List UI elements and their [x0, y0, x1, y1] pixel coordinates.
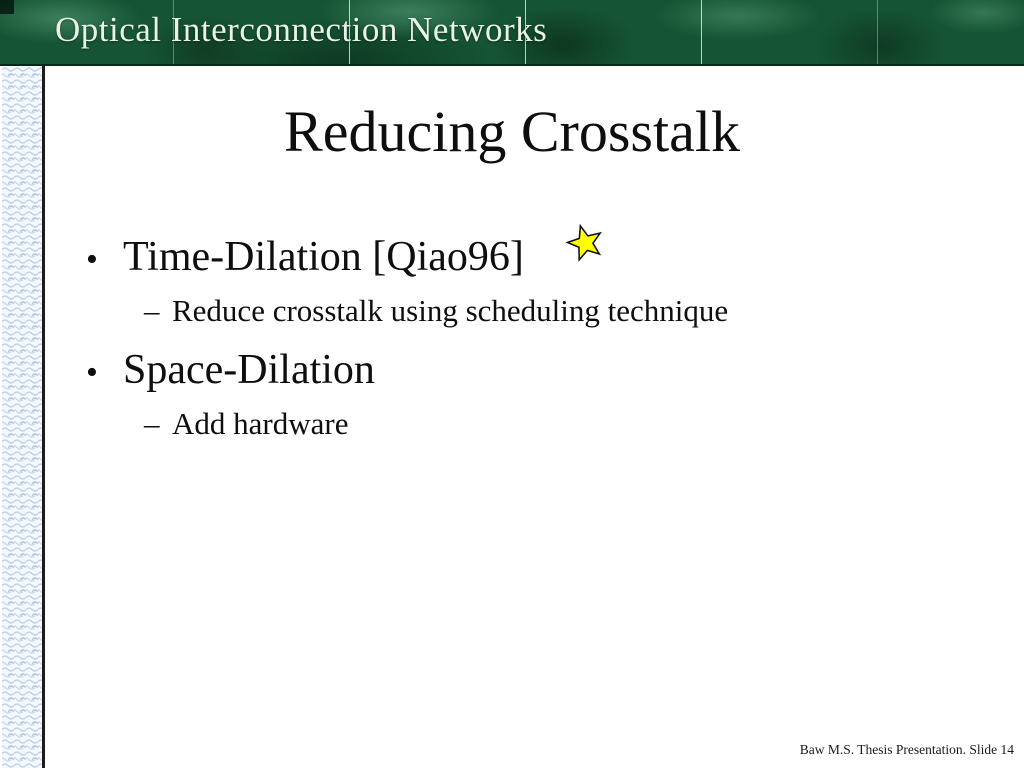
bullet-marker: •: [86, 241, 98, 278]
banner-tile-seam: [877, 0, 878, 64]
bullet-marker: •: [86, 354, 98, 391]
bullet-text: Space-Dilation: [123, 347, 375, 393]
sub-bullet-hardware: [144, 406, 348, 442]
dash-marker: –: [144, 293, 160, 328]
side-strip-border: [42, 66, 45, 768]
sub-bullet-scheduling: [144, 293, 728, 329]
bullet-item-space-dilation: [86, 346, 375, 394]
side-texture-strip: [2, 66, 43, 768]
banner-tile-seam: [701, 0, 702, 64]
sub-bullet-text: Add hardware: [172, 406, 349, 441]
star-icon: [561, 218, 608, 265]
bullet-text: Time-Dilation [Qiao96]: [123, 234, 524, 280]
sub-bullet-text: Reduce crosstalk using scheduling technique: [172, 293, 729, 328]
slide-footer: Baw M.S. Thesis Presentation. Slide 14: [799, 742, 1014, 757]
slide-header-banner: [0, 0, 1024, 66]
banner-corner-square: [0, 0, 14, 14]
dash-marker: –: [144, 406, 160, 441]
bullet-item-time-dilation: [86, 233, 524, 281]
presentation-title: Optical Interconnection Networks: [55, 10, 548, 49]
slide-title: Reducing Crosstalk: [284, 99, 740, 164]
